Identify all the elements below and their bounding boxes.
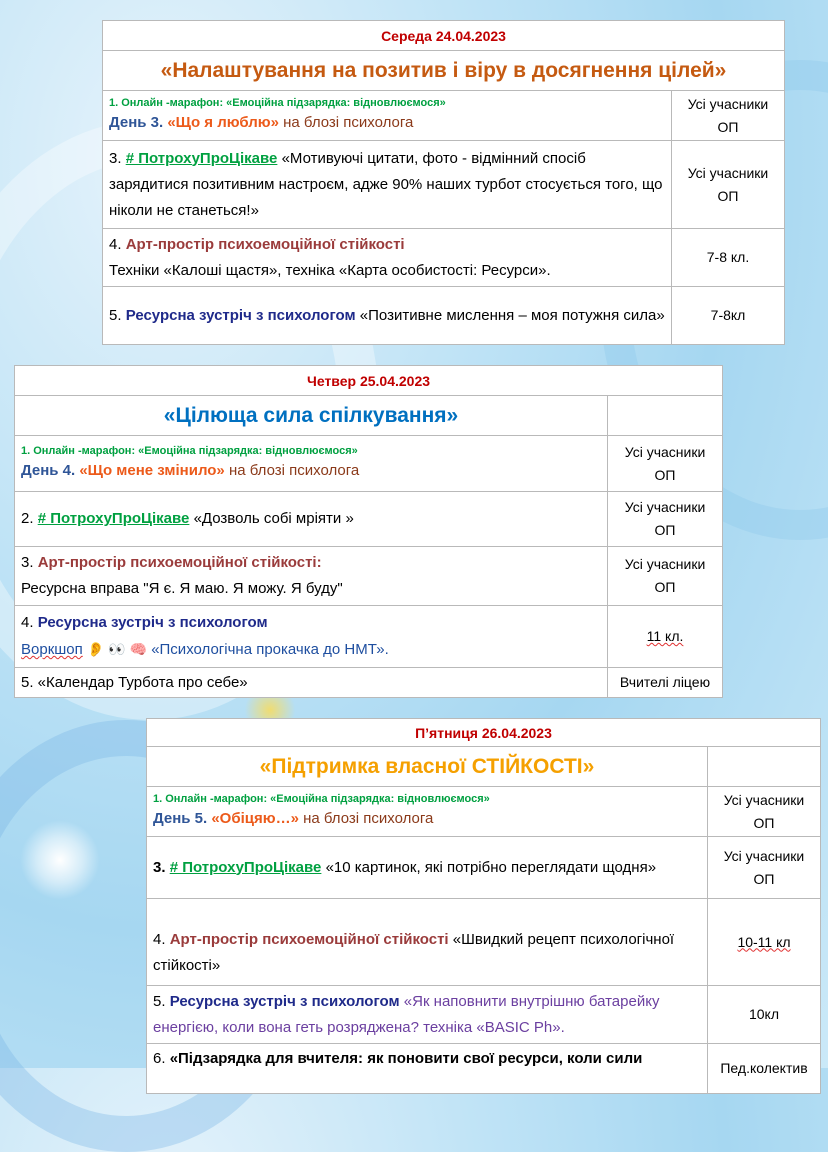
audience-cell: [708, 899, 821, 986]
table-row: [147, 1044, 821, 1094]
activity-text: «Як наповнити внутрішню батарейку енергією, коли вона геть розряджена? техніка «BASIC Ph».: [153, 992, 660, 1036]
item-number: 4.: [21, 614, 34, 631]
activity-cell: [147, 986, 708, 1044]
audience-line: Усі учасники: [723, 791, 805, 808]
date-row: [15, 366, 723, 396]
blog-note: на блозі психолога: [283, 113, 414, 131]
activity-heading: Ресурсна зустріч з психологом: [37, 614, 268, 631]
item-number: 4.: [109, 235, 122, 253]
item-number: 2.: [21, 510, 34, 527]
audience-line: 11 кл.: [646, 628, 684, 644]
hashtag-link[interactable]: # ПотрохуПроЦікаве: [37, 510, 190, 527]
audience-line: 10-11 кл: [737, 933, 791, 950]
table-row: [15, 668, 723, 698]
item-number: 3.: [153, 858, 166, 876]
activity-text: «Позитивне мислення – моя потужня сила»: [359, 306, 665, 324]
audience-cell: [608, 606, 723, 668]
audience-cell: [708, 986, 821, 1044]
day-number: День 4.: [21, 461, 76, 479]
table-row: [15, 547, 723, 606]
audience-cell: [608, 668, 723, 698]
hashtag-link[interactable]: # ПотрохуПроЦікаве: [125, 149, 278, 167]
audience-cell: [608, 547, 723, 606]
item-number: 3.: [109, 149, 122, 167]
audience-line: Усі учасники: [624, 556, 706, 572]
audience-line: 10кл: [748, 1006, 780, 1022]
audience-line: ОП: [654, 466, 676, 483]
workshop-label: Воркшоп: [21, 641, 83, 658]
table-row: [103, 141, 785, 229]
activity-cell: [147, 1044, 708, 1094]
item-number: 5.: [153, 992, 166, 1010]
day-date: Четвер 25.04.2023: [15, 366, 723, 396]
table-row: [147, 899, 821, 986]
marathon-label: 1. Онлайн -марафон: «Емоційна підзарядка: відновлюємося»: [109, 96, 446, 109]
audience-line: 7-8 кл.: [706, 249, 750, 265]
audience-cell: [608, 492, 723, 547]
audience-cell: [708, 837, 821, 899]
item-number: 5.: [109, 306, 122, 324]
empty-cell: [608, 396, 723, 436]
title-row: [103, 51, 785, 91]
audience-line: Усі учасники: [624, 443, 706, 460]
activity-cell: [147, 837, 708, 899]
audience-cell: [672, 141, 785, 229]
audience-cell: [608, 436, 723, 492]
marathon-label: 1. Онлайн -марафон: «Емоційна підзарядка: відновлюємося»: [21, 444, 358, 457]
table-row: [15, 606, 723, 668]
item-number: 4.: [153, 931, 166, 948]
day-topic: «Що я люблю»: [167, 113, 279, 131]
audience-line: ОП: [717, 118, 739, 135]
activity-text: «Швидкий рецепт психологічної стійкості»: [153, 931, 675, 974]
activity-text: «Підзарядка для вчителя: як поновити свої ресурси, коли сили: [169, 1050, 643, 1067]
activity-cell: [103, 229, 672, 287]
blog-note: на блозі психолога: [303, 809, 434, 827]
friday-schedule-table: [146, 718, 821, 1094]
activity-cell: [15, 436, 608, 492]
audience-line: ОП: [654, 579, 676, 595]
activity-heading: Арт-простір психоемоційної стійкості: [169, 931, 449, 948]
empty-cell: [708, 747, 821, 787]
activity-cell: [15, 606, 608, 668]
activity-text: Техніки «Калоші щастя», техніка «Карта особистості: Ресурси».: [109, 261, 551, 279]
audience-cell: [672, 91, 785, 141]
day-date: Середа 24.04.2023: [103, 21, 785, 51]
activity-text: Ресурсна вправа "Я є. Я маю. Я можу. Я буду": [21, 580, 343, 597]
background-glow: [20, 820, 100, 900]
day-title: «Налаштування на позитив і віру в досягнення цілей»: [103, 51, 785, 91]
day-date: П’ятниця 26.04.2023: [147, 719, 821, 747]
date-row: [103, 21, 785, 51]
day-topic: «Обіцяю…»: [211, 809, 299, 827]
thursday-schedule-table: [14, 365, 723, 698]
ear-eyes-brain-emoji-icon: 👂 👀 🧠: [86, 641, 148, 657]
hashtag-link[interactable]: # ПотрохуПроЦікаве: [169, 858, 322, 876]
activity-cell: [103, 287, 672, 345]
activity-cell: [15, 547, 608, 606]
audience-line: Усі учасники: [687, 164, 769, 181]
audience-line: Пед.колектив: [720, 1060, 808, 1076]
wednesday-schedule-table: [102, 20, 785, 345]
title-row: [147, 747, 821, 787]
activity-text: «Мотивуючі цитати, фото - відмінний спосіб зарядитися позитивним настроєм, адже 90% наших турбот стосується того, що ніколи не станеться!»: [109, 149, 663, 219]
table-row: [147, 837, 821, 899]
table-row: [147, 986, 821, 1044]
audience-line: ОП: [654, 522, 676, 538]
audience-cell: [672, 287, 785, 345]
activity-cell: 5. «Календар Турбота про себе»: [15, 668, 608, 698]
audience-line: ОП: [753, 814, 775, 831]
title-row: [15, 396, 723, 436]
day-title: «Підтримка власної СТІЙКОСТІ»: [147, 747, 708, 787]
item-number: 3.: [21, 554, 34, 571]
audience-line: 7-8кл: [710, 307, 746, 323]
table-row: [15, 492, 723, 547]
activity-cell: [103, 141, 672, 229]
item-number: 6.: [153, 1050, 166, 1067]
activity-text: «Дозволь собі мріяти »: [193, 510, 354, 527]
activity-heading: Арт-простір психоемоційної стійкості:: [37, 554, 322, 571]
audience-line: ОП: [753, 870, 775, 887]
audience-cell: [708, 1044, 821, 1094]
audience-line: ОП: [717, 187, 739, 204]
activity-heading: Ресурсна зустріч з психологом: [169, 992, 400, 1010]
activity-heading: Арт-простір психоемоційної стійкості: [125, 235, 405, 253]
audience-cell: [672, 229, 785, 287]
activity-cell: [15, 492, 608, 547]
activity-cell: [147, 787, 708, 837]
audience-line: Усі учасники: [624, 499, 706, 515]
day-number: День 5.: [153, 809, 208, 827]
day-title: «Цілюща сила спілкування»: [15, 396, 608, 436]
activity-text: «10 картинок, які потрібно переглядати щодня»: [325, 858, 657, 876]
table-row: [147, 787, 821, 837]
table-row: [103, 91, 785, 141]
audience-line: Усі учасники: [723, 847, 805, 864]
audience-line: Вчителі ліцею: [619, 674, 711, 690]
date-row: [147, 719, 821, 747]
day-number: День 3.: [109, 113, 164, 131]
table-row: [15, 436, 723, 492]
activity-cell: [147, 899, 708, 986]
table-row: [103, 287, 785, 345]
blog-note: на блозі психолога: [228, 461, 360, 479]
activity-heading: Ресурсна зустріч з психологом: [125, 306, 356, 324]
day-topic: «Що мене змінило»: [79, 461, 225, 479]
audience-line: Усі учасники: [687, 95, 769, 112]
audience-cell: [708, 787, 821, 837]
marathon-label: 1. Онлайн -марафон: «Емоційна підзарядка: відновлюємося»: [153, 792, 490, 805]
activity-cell: [103, 91, 672, 141]
table-row: [103, 229, 785, 287]
activity-text: «Психологічна прокачка до НМТ».: [151, 641, 389, 658]
